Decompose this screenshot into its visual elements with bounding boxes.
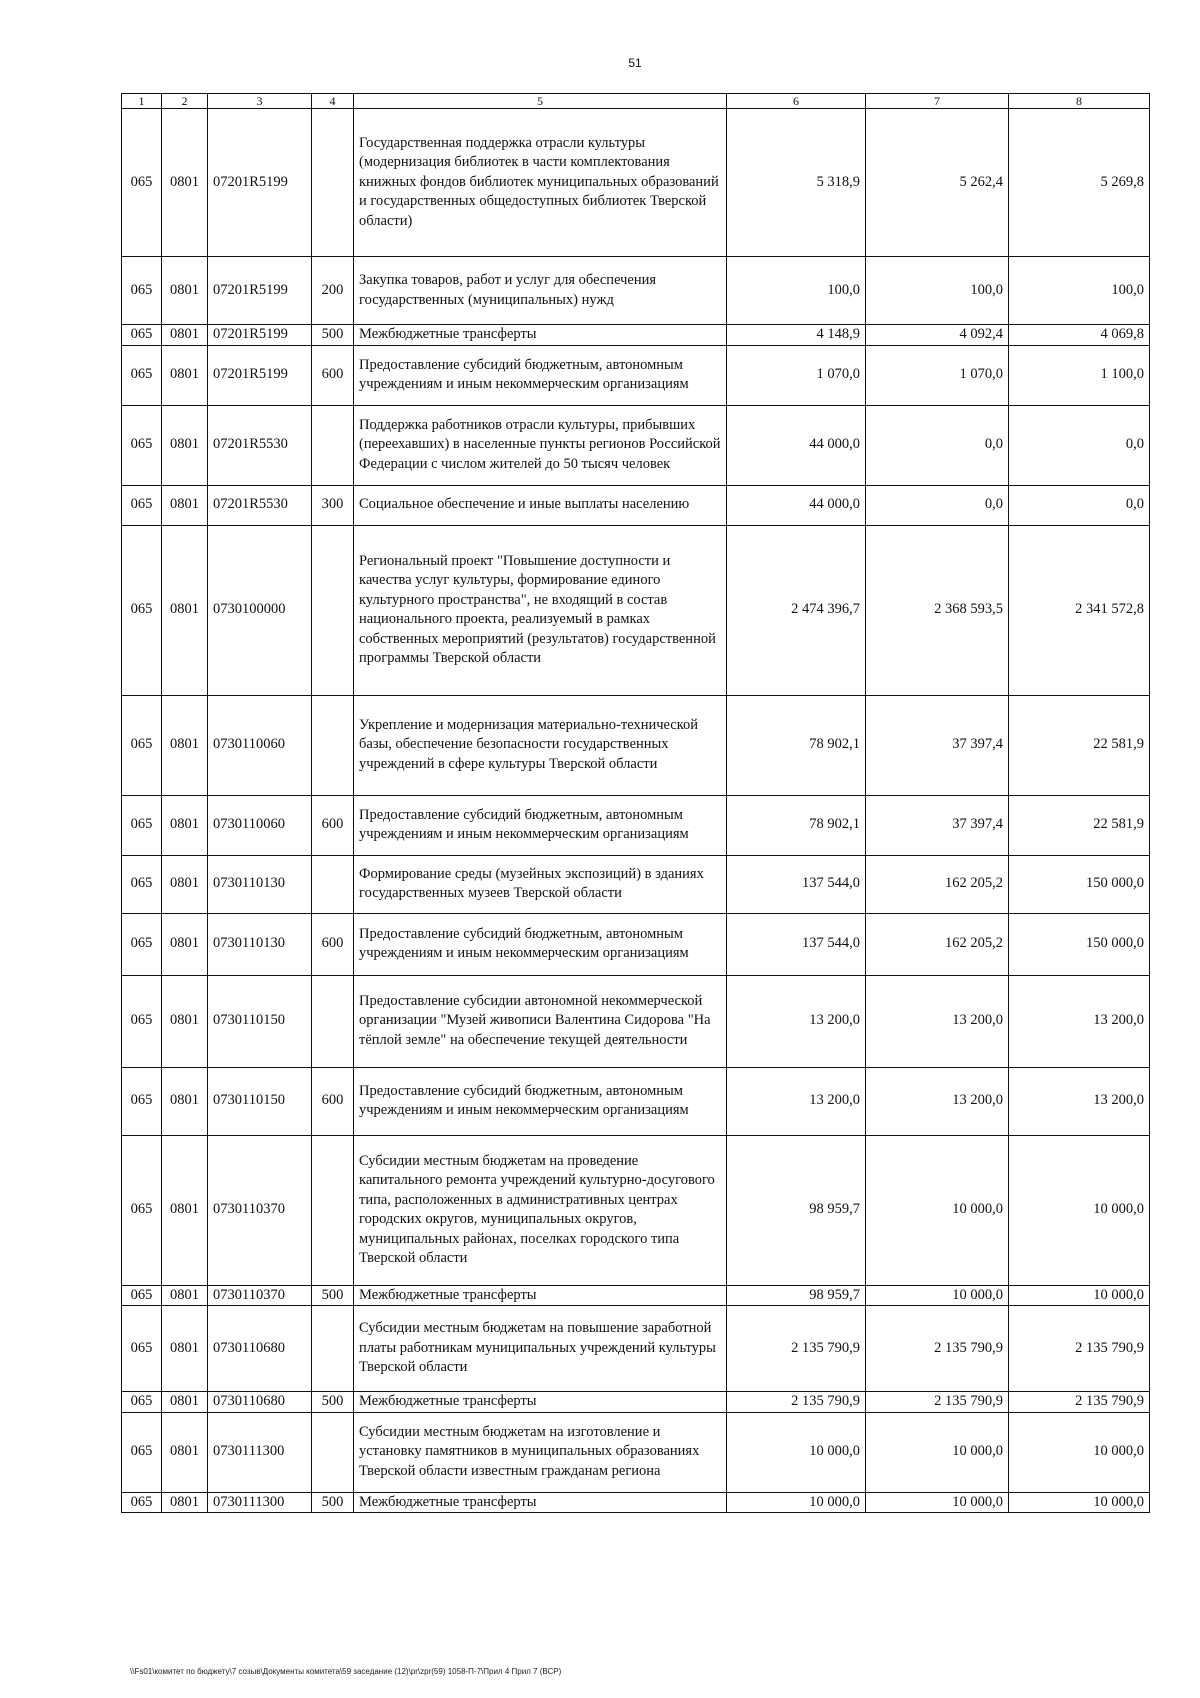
item-name: Предоставление субсидий бюджетным, автономным учреждениям и иным некоммерческим организациям [354,913,727,975]
column-header: 3 [208,94,312,109]
target-article-code: 07201R5199 [208,345,312,405]
table-row [122,485,1150,525]
ministry-code: 065 [122,257,162,325]
ministry-code: 065 [122,1067,162,1135]
section-code: 0801 [162,913,208,975]
amount-year-2: 13 200,0 [866,1067,1009,1135]
item-name: Межбюджетные трансферты [354,1285,727,1306]
amount-year-3: 0,0 [1009,485,1150,525]
ministry-code: 065 [122,1492,162,1513]
amount-year-1: 78 902,1 [727,795,866,855]
section-code: 0801 [162,795,208,855]
page-number: 51 [628,56,642,70]
target-article-code: 0730110130 [208,913,312,975]
amount-year-2: 0,0 [866,485,1009,525]
expense-type-code [312,695,354,795]
amount-year-2: 162 205,2 [866,855,1009,913]
amount-year-2: 37 397,4 [866,695,1009,795]
target-article-code: 0730110150 [208,1067,312,1135]
section-code: 0801 [162,525,208,695]
item-name: Субсидии местным бюджетам на изготовление и установку памятников в муниципальных образованиях Тверской области известным гражданам региона [354,1412,727,1492]
item-name: Социальное обеспечение и иные выплаты населению [354,485,727,525]
amount-year-1: 44 000,0 [727,485,866,525]
item-name: Предоставление субсидий бюджетным, автономным учреждениям и иным некоммерческим организациям [354,1067,727,1135]
section-code: 0801 [162,695,208,795]
item-name: Предоставление субсидии автономной некоммерческой организации "Музей живописи Валентина Сидорова "На тёплой земле" на обеспечение текущей деятельности [354,975,727,1067]
target-article-code: 07201R5199 [208,109,312,257]
section-code: 0801 [162,1492,208,1513]
target-article-code: 0730110130 [208,855,312,913]
amount-year-3: 10 000,0 [1009,1135,1150,1285]
target-article-code: 0730110370 [208,1135,312,1285]
section-code: 0801 [162,1412,208,1492]
amount-year-2: 100,0 [866,257,1009,325]
amount-year-1: 78 902,1 [727,695,866,795]
amount-year-2: 13 200,0 [866,975,1009,1067]
table-row [122,1135,1150,1285]
amount-year-3: 0,0 [1009,405,1150,485]
ministry-code: 065 [122,1412,162,1492]
column-header: 2 [162,94,208,109]
amount-year-2: 10 000,0 [866,1135,1009,1285]
target-article-code: 07201R5530 [208,485,312,525]
amount-year-1: 98 959,7 [727,1285,866,1306]
item-name: Государственная поддержка отрасли культуры (модернизация библиотек в части комплектования книжных фондов библиотек муниципальных образований и государственных общедоступных библиотек Тверской области) [354,109,727,257]
table-row [122,1492,1150,1513]
expense-type-code: 600 [312,1067,354,1135]
section-code: 0801 [162,325,208,346]
ministry-code: 065 [122,325,162,346]
amount-year-2: 2 368 593,5 [866,525,1009,695]
amount-year-1: 2 474 396,7 [727,525,866,695]
ministry-code: 065 [122,795,162,855]
section-code: 0801 [162,109,208,257]
ministry-code: 065 [122,913,162,975]
amount-year-2: 162 205,2 [866,913,1009,975]
table-row [122,855,1150,913]
table-row [122,325,1150,346]
target-article-code: 0730110150 [208,975,312,1067]
section-code: 0801 [162,1306,208,1392]
table-row [122,405,1150,485]
target-article-code: 07201R5530 [208,405,312,485]
section-code: 0801 [162,855,208,913]
amount-year-1: 4 148,9 [727,325,866,346]
ministry-code: 065 [122,109,162,257]
amount-year-3: 2 341 572,8 [1009,525,1150,695]
expense-type-code [312,1306,354,1392]
amount-year-1: 10 000,0 [727,1412,866,1492]
target-article-code: 0730100000 [208,525,312,695]
amount-year-2: 1 070,0 [866,345,1009,405]
expense-type-code [312,405,354,485]
target-article-code: 07201R5199 [208,257,312,325]
expense-type-code [312,109,354,257]
table-row [122,1392,1150,1413]
amount-year-3: 22 581,9 [1009,695,1150,795]
amount-year-3: 150 000,0 [1009,913,1150,975]
expense-type-code: 500 [312,1392,354,1413]
amount-year-3: 1 100,0 [1009,345,1150,405]
ministry-code: 065 [122,1306,162,1392]
table-row [122,1412,1150,1492]
amount-year-3: 10 000,0 [1009,1285,1150,1306]
item-name: Субсидии местным бюджетам на повышение заработной платы работникам муниципальных учреждений культуры Тверской области [354,1306,727,1392]
amount-year-1: 13 200,0 [727,975,866,1067]
table-row [122,695,1150,795]
amount-year-1: 137 544,0 [727,855,866,913]
section-code: 0801 [162,405,208,485]
item-name: Формирование среды (музейных экспозиций) в зданиях государственных музеев Тверской области [354,855,727,913]
amount-year-1: 10 000,0 [727,1492,866,1513]
item-name: Закупка товаров, работ и услуг для обеспечения государственных (муниципальных) нужд [354,257,727,325]
column-header: 6 [727,94,866,109]
item-name: Межбюджетные трансферты [354,1492,727,1513]
table-row [122,1306,1150,1392]
ministry-code: 065 [122,525,162,695]
section-code: 0801 [162,975,208,1067]
table-row [122,345,1150,405]
amount-year-1: 44 000,0 [727,405,866,485]
expense-type-code: 500 [312,325,354,346]
amount-year-1: 13 200,0 [727,1067,866,1135]
amount-year-2: 2 135 790,9 [866,1392,1009,1413]
section-code: 0801 [162,257,208,325]
amount-year-3: 13 200,0 [1009,975,1150,1067]
ministry-code: 065 [122,345,162,405]
amount-year-2: 2 135 790,9 [866,1306,1009,1392]
ministry-code: 065 [122,975,162,1067]
amount-year-3: 150 000,0 [1009,855,1150,913]
amount-year-2: 5 262,4 [866,109,1009,257]
amount-year-3: 10 000,0 [1009,1412,1150,1492]
amount-year-3: 22 581,9 [1009,795,1150,855]
amount-year-2: 10 000,0 [866,1412,1009,1492]
target-article-code: 0730110680 [208,1306,312,1392]
target-article-code: 0730110060 [208,695,312,795]
column-number-row [122,94,1150,109]
amount-year-2: 0,0 [866,405,1009,485]
column-header: 8 [1009,94,1150,109]
ministry-code: 065 [122,1392,162,1413]
ministry-code: 065 [122,485,162,525]
amount-year-3: 2 135 790,9 [1009,1392,1150,1413]
target-article-code: 0730110680 [208,1392,312,1413]
ministry-code: 065 [122,1135,162,1285]
expense-type-code: 600 [312,345,354,405]
column-header: 5 [354,94,727,109]
table-row [122,1285,1150,1306]
amount-year-2: 10 000,0 [866,1492,1009,1513]
amount-year-3: 100,0 [1009,257,1150,325]
amount-year-2: 37 397,4 [866,795,1009,855]
section-code: 0801 [162,1392,208,1413]
amount-year-1: 2 135 790,9 [727,1306,866,1392]
expense-type-code: 500 [312,1285,354,1306]
amount-year-1: 1 070,0 [727,345,866,405]
expense-type-code: 300 [312,485,354,525]
item-name: Укрепление и модернизация материально-технической базы, обеспечение безопасности государственных учреждений в сфере культуры Тверской области [354,695,727,795]
target-article-code: 07201R5199 [208,325,312,346]
section-code: 0801 [162,485,208,525]
table-row [122,1067,1150,1135]
expense-type-code: 600 [312,913,354,975]
expense-type-code [312,1135,354,1285]
table-row [122,257,1150,325]
expense-type-code [312,525,354,695]
table-body [122,109,1150,1513]
amount-year-1: 5 318,9 [727,109,866,257]
target-article-code: 0730110370 [208,1285,312,1306]
amount-year-3: 5 269,8 [1009,109,1150,257]
expense-type-code: 600 [312,795,354,855]
table-row [122,913,1150,975]
target-article-code: 0730110060 [208,795,312,855]
expense-type-code: 200 [312,257,354,325]
ministry-code: 065 [122,1285,162,1306]
expense-type-code [312,975,354,1067]
item-name: Межбюджетные трансферты [354,1392,727,1413]
budget-table [121,93,1150,1513]
column-header: 4 [312,94,354,109]
item-name: Региональный проект "Повышение доступности и качества услуг культуры, формирование единого культурного пространства", не входящий в состав национального проекта, реализуемый в рамках собственных мероприятий (результатов) государственной программы Тверской области [354,525,727,695]
ministry-code: 065 [122,695,162,795]
amount-year-3: 4 069,8 [1009,325,1150,346]
expense-type-code: 500 [312,1492,354,1513]
table-row [122,109,1150,257]
amount-year-1: 137 544,0 [727,913,866,975]
section-code: 0801 [162,1067,208,1135]
amount-year-1: 100,0 [727,257,866,325]
item-name: Субсидии местным бюджетам на проведение капитального ремонта учреждений культурно-досугового типа, расположенных в административных центрах городских округов, муниципальных округов, муниципальных районах, поселках городского типа Тверской области [354,1135,727,1285]
item-name: Предоставление субсидий бюджетным, автономным учреждениям и иным некоммерческим организациям [354,795,727,855]
amount-year-2: 4 092,4 [866,325,1009,346]
section-code: 0801 [162,1285,208,1306]
item-name: Межбюджетные трансферты [354,325,727,346]
target-article-code: 0730111300 [208,1492,312,1513]
column-header: 1 [122,94,162,109]
amount-year-3: 2 135 790,9 [1009,1306,1150,1392]
expense-type-code [312,855,354,913]
target-article-code: 0730111300 [208,1412,312,1492]
amount-year-3: 10 000,0 [1009,1492,1150,1513]
file-path-footer: \\Fs01\комитет по бюджету\7 созыв\Документы комитета\59 заседание (12)\pr\zpr(59) 1058-П-7\Прил 4 Прил 7 (ВСР) [130,1667,562,1676]
expense-type-code [312,1412,354,1492]
ministry-code: 065 [122,405,162,485]
amount-year-2: 10 000,0 [866,1285,1009,1306]
column-header: 7 [866,94,1009,109]
item-name: Предоставление субсидий бюджетным, автономным учреждениям и иным некоммерческим организациям [354,345,727,405]
amount-year-1: 98 959,7 [727,1135,866,1285]
item-name: Поддержка работников отрасли культуры, прибывших (переехавших) в населенные пункты регионов Российской Федерации с числом жителей до 50 тысяч человек [354,405,727,485]
amount-year-3: 13 200,0 [1009,1067,1150,1135]
amount-year-1: 2 135 790,9 [727,1392,866,1413]
section-code: 0801 [162,345,208,405]
table-row [122,525,1150,695]
ministry-code: 065 [122,855,162,913]
section-code: 0801 [162,1135,208,1285]
table-row [122,975,1150,1067]
table-row [122,795,1150,855]
